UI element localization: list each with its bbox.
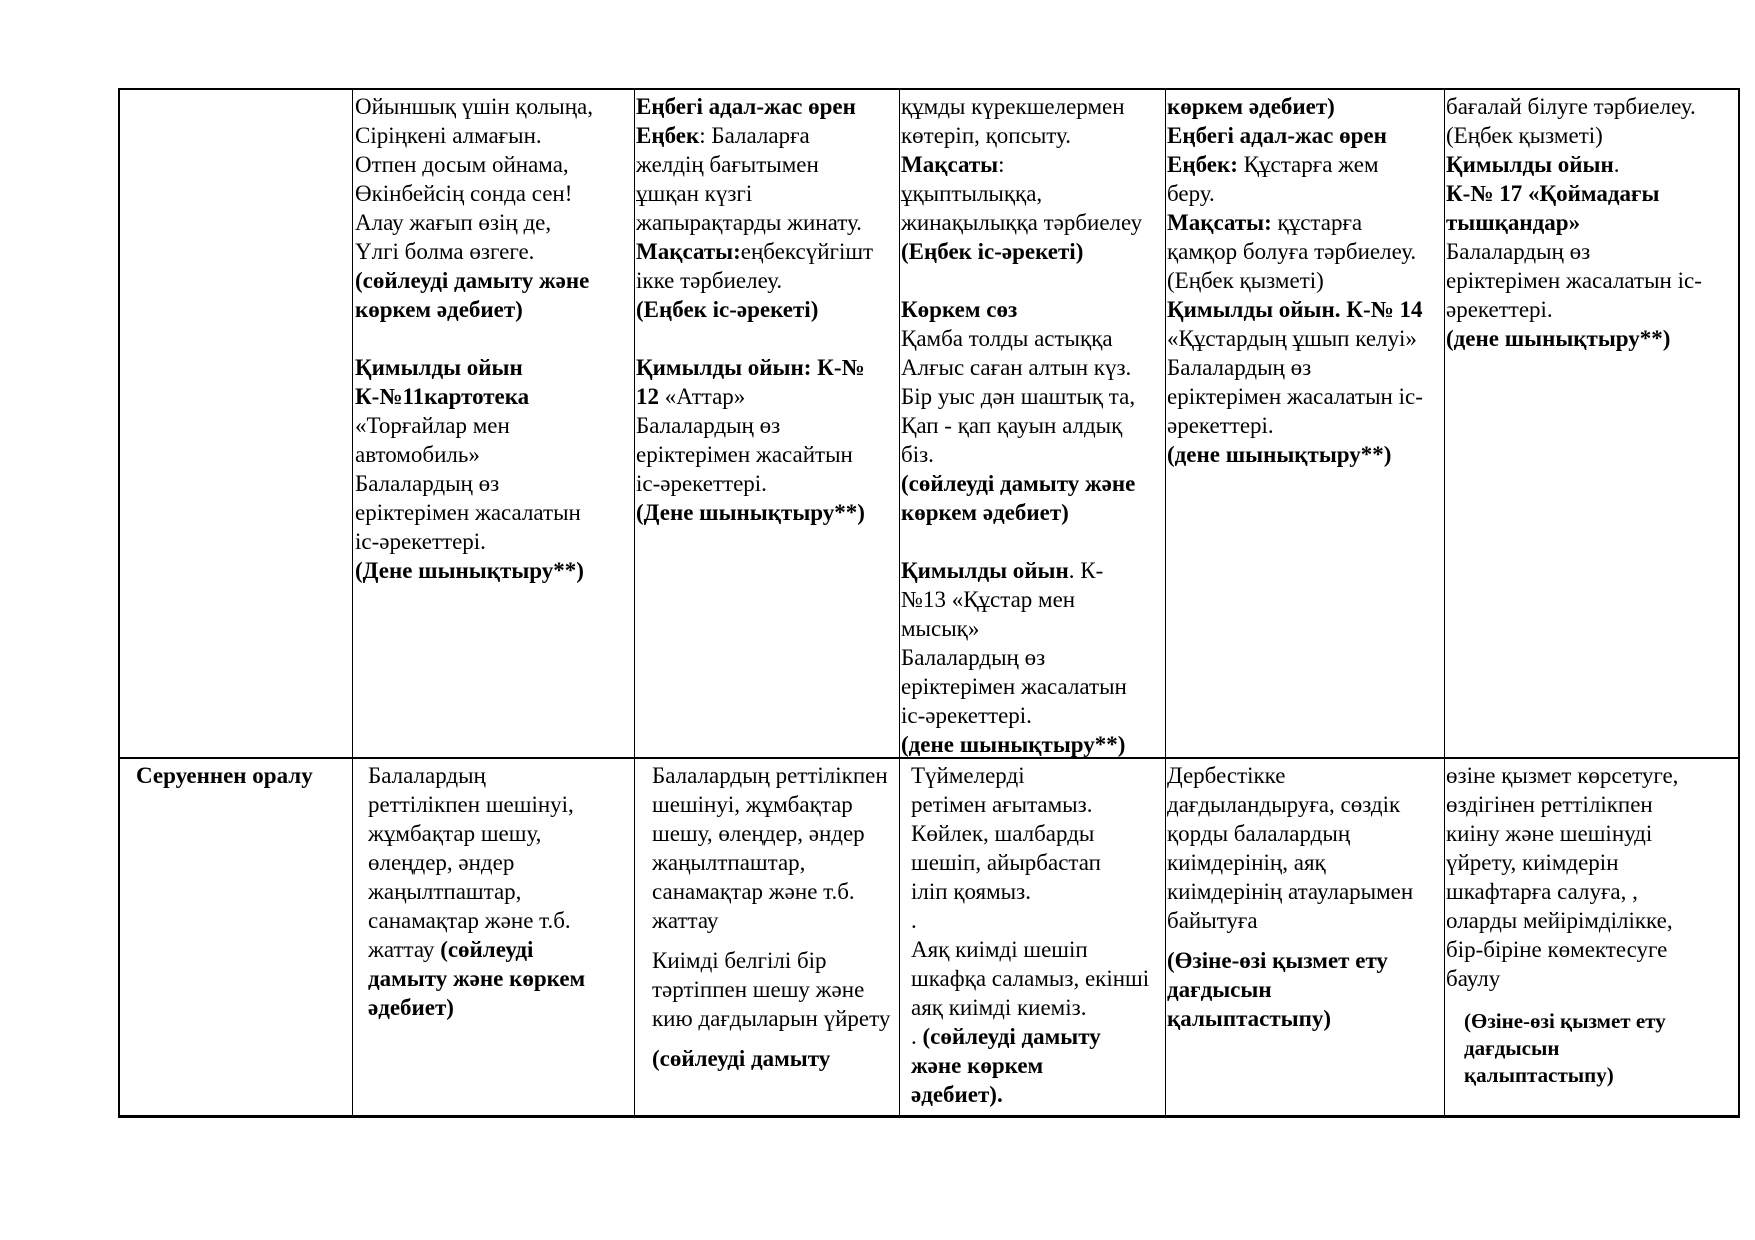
text-line: жаңылтпаштар,	[652, 850, 806, 875]
text-line: дағдысын	[1167, 977, 1272, 1002]
text-line: (Өзіне-өзі қызмет ету	[1167, 948, 1388, 973]
text-line: мысық»	[901, 616, 980, 641]
text-line: Түймелерді	[911, 763, 1025, 788]
text-run: жаттау	[368, 937, 441, 962]
text-line: «Құстардың ұшып келуі»	[1167, 326, 1417, 351]
cell-top-col5	[1446, 92, 1738, 757]
text-line: киіну және шешінуді	[1446, 821, 1653, 846]
text-line: ұшқан күзгі	[636, 181, 753, 206]
text-line: (дене шынықтыру**)	[901, 732, 1126, 757]
text-run: . К-	[1068, 558, 1104, 583]
text-line: киімдерінің, аяқ	[1167, 850, 1326, 875]
bold-run: Еңбек	[636, 123, 700, 148]
spacer	[1167, 935, 1444, 946]
bold-run: Қимылды ойын	[1446, 152, 1614, 177]
column-divider	[899, 88, 900, 1118]
text-line: іс-әрекеттері.	[901, 703, 1032, 728]
text-line: дамыту және көркем	[368, 966, 586, 991]
text-line: жұмбақтар шешу,	[368, 821, 542, 846]
table-border-right	[1738, 88, 1740, 1118]
text-line: дағдыландыруға, сөздік	[1167, 792, 1401, 817]
text-line: шкафтарға салуға, ,	[1446, 879, 1638, 904]
text-line	[901, 556, 1165, 585]
bold-run: Қимылды ойын	[901, 558, 1069, 583]
text-line: өлеңдер, әндер	[368, 850, 515, 875]
text-run: .	[911, 1024, 923, 1049]
cell-bottom-col3	[911, 761, 1165, 1115]
row-header-return-from-walk: Серуеннен оралу	[136, 763, 313, 788]
text-line: Аяқ киімді шешіп	[911, 937, 1088, 962]
text-line: Балалардың реттілікпен	[652, 763, 888, 788]
spacer	[636, 324, 899, 353]
text-line: шкафқа саламыз, екінші	[911, 966, 1150, 991]
text-run: құстарға	[1271, 210, 1363, 235]
bold-run: 12	[636, 384, 659, 409]
text-line: (Еңбек қызметі)	[1446, 123, 1603, 148]
column-divider	[634, 88, 635, 1118]
text-line: Қамба толды астыққа	[901, 326, 1113, 351]
text-line: Қап - қап қауын алдық	[901, 413, 1123, 438]
text-line: көркем әдебиет)	[1167, 94, 1335, 119]
text-line: бір-біріне көмектесуге	[1446, 937, 1668, 962]
text-line: К-№11картотека	[355, 384, 530, 409]
text-line: әрекеттері.	[1167, 413, 1274, 438]
text-line: (сөйлеуді дамыту	[652, 1046, 831, 1071]
text-line	[1167, 208, 1444, 237]
text-line: Киімді белгілі бір	[652, 948, 827, 973]
text-line: жаттау	[652, 908, 719, 933]
cell-bottom-col1	[368, 761, 634, 1115]
bold-run: Мақсаты	[901, 152, 999, 177]
text-line: біз.	[901, 442, 934, 467]
text-line: іс-әрекеттері.	[355, 529, 486, 554]
text-line: Көркем сөз	[901, 297, 1018, 322]
text-line: Бір уыс дән шаштық та,	[901, 384, 1136, 409]
text-line: (Еңбек іс-әрекеті)	[636, 297, 819, 322]
text-line: беру.	[1167, 181, 1215, 206]
text-line: өздігінен реттілікпен	[1446, 792, 1653, 817]
text-run: :	[998, 152, 1005, 177]
text-line: шешіп, айырбастап	[911, 850, 1101, 875]
text-line: ікке тәрбиелеу.	[636, 268, 783, 293]
table-border-bottom	[118, 1115, 1740, 1118]
spacer	[355, 324, 634, 353]
schedule-table	[118, 88, 1740, 1118]
text-line: жинақылыққа тәрбиелеу	[901, 210, 1143, 235]
text-line: құмды күрекшелермен	[901, 94, 1125, 119]
text-line: қамқор болуға тәрбиелеу.	[1167, 239, 1417, 264]
text-line	[911, 1022, 1165, 1051]
text-line: еріктерімен жасалатын	[355, 500, 581, 525]
text-line: еріктерімен жасалатын іс-	[1446, 268, 1702, 293]
text-line: және көркем	[911, 1053, 1044, 1078]
row-divider	[118, 757, 1740, 759]
text-line: бағалай білуге тәрбиелеу.	[1446, 94, 1696, 119]
text-line: әрекеттері.	[1446, 297, 1553, 322]
text-line: жапырақтарды жинату.	[636, 210, 862, 235]
text-line: Отпен досым ойнама,	[355, 152, 569, 177]
cell-bottom-col4	[1167, 761, 1444, 1115]
text-run: .	[1613, 152, 1620, 177]
text-line	[1167, 150, 1444, 179]
bold-run: Мақсаты:	[1167, 210, 1272, 235]
text-line: Балалардың өз	[901, 645, 1046, 670]
text-line: іліп қоямыз.	[911, 879, 1031, 904]
cell-bottom-col2	[652, 761, 899, 1115]
text-line: реттілікпен шешінуі,	[368, 792, 574, 817]
note-line: дағдысын	[1464, 1036, 1560, 1060]
text-line	[636, 237, 899, 266]
text-line: (дене шынықтыру**)	[1446, 326, 1671, 351]
text-line: желдің бағытымен	[636, 152, 819, 177]
text-line: Үлгі болма өзгеге.	[355, 239, 535, 264]
column-divider	[352, 88, 353, 1118]
text-run: : Балаларға	[699, 123, 810, 148]
row-header-empty	[120, 90, 352, 757]
text-run: Құстарға жем	[1237, 152, 1379, 177]
text-line: №13 «Құстар мен	[901, 587, 1076, 612]
text-line: К-№ 17 «Қоймадағы	[1446, 181, 1660, 206]
text-line: «Торғайлар мен	[355, 413, 510, 438]
text-line: санамақтар және т.б.	[368, 908, 571, 933]
text-line	[368, 935, 634, 964]
text-line	[636, 121, 899, 150]
table-border-top	[118, 88, 1740, 90]
text-line: .	[911, 908, 917, 933]
text-line: Қимылды ойын	[355, 355, 523, 380]
text-line: үйрету, киімдерін	[1446, 850, 1619, 875]
text-line: (Дене шынықтыру**)	[636, 500, 865, 525]
bold-run: (сөйлеуді дамыту	[922, 1024, 1101, 1049]
text-line: Еңбегі адал-жас өрен	[636, 94, 856, 119]
text-line: Ойыншық үшін қолыңа,	[355, 94, 593, 119]
text-line: ұқыптылыққа,	[901, 181, 1043, 206]
text-line: Балалардың өз	[1167, 355, 1312, 380]
text-line: Балалардың	[368, 763, 486, 788]
text-line: санамақтар және т.б.	[652, 879, 855, 904]
text-line: (Еңбек іс-әрекеті)	[901, 239, 1084, 264]
text-line: еріктерімен жасайтын	[636, 442, 853, 467]
text-line: өзіне қызмет көрсетуге,	[1446, 763, 1679, 788]
note-line: (Өзіне-өзі қызмет ету	[1464, 1009, 1666, 1033]
note-line: қалыптастыпу)	[1464, 1063, 1614, 1087]
text-line: ретімен ағытамыз.	[911, 792, 1093, 817]
text-line: тәртіппен шешу және	[652, 977, 865, 1002]
cell-bottom-col5	[1446, 761, 1738, 1001]
text-line: көркем әдебиет)	[901, 500, 1069, 525]
text-line: Еңбегі адал-жас өрен	[1167, 123, 1387, 148]
text-run: «Аттар»	[659, 384, 746, 409]
text-line: қалыптастыпу)	[1167, 1006, 1332, 1031]
bold-run: Еңбек:	[1167, 152, 1238, 177]
text-line: кию дағдыларын үйрету	[652, 1006, 891, 1031]
text-line: баулу	[1446, 966, 1501, 991]
text-line: Көйлек, шалбарды	[911, 821, 1095, 846]
text-line: оларды мейірімділікке,	[1446, 908, 1673, 933]
column-divider	[1444, 88, 1445, 1118]
text-run: еңбексүйгішт	[740, 239, 874, 264]
text-line: (Дене шынықтыру**)	[355, 558, 584, 583]
text-line: Балалардың өз	[355, 471, 500, 496]
column-divider	[1165, 88, 1166, 1118]
text-line: көркем әдебиет)	[355, 297, 523, 322]
text-line: (Еңбек қызметі)	[1167, 268, 1324, 293]
text-line: байытуға	[1167, 908, 1258, 933]
text-line: шешінуі, жұмбақтар	[652, 792, 853, 817]
text-line: Балалардың өз	[1446, 239, 1591, 264]
text-line: Қимылды ойын: К-№	[636, 355, 865, 380]
text-line: әдебиет)	[368, 995, 454, 1020]
text-line: Сіріңкені алмағын.	[355, 123, 542, 148]
bold-run: (сөйлеуді	[440, 937, 534, 962]
text-line: Өкінбейсің сонда сен!	[355, 181, 573, 206]
text-line	[901, 150, 1165, 179]
text-line: (сөйлеуді дамыту және	[901, 471, 1136, 496]
cell-top-col4	[1167, 92, 1444, 757]
text-line: еріктерімен жасалатын іс-	[1167, 384, 1423, 409]
text-line: аяқ киімді киеміз.	[911, 995, 1087, 1020]
text-line: жаңылтпаштар,	[368, 879, 522, 904]
text-line	[1446, 150, 1738, 179]
cell-top-col2	[636, 92, 899, 757]
cell-bottom-col5-note	[1464, 1008, 1738, 1108]
text-line: автомобиль»	[355, 442, 480, 467]
text-line: Балалардың өз	[636, 413, 781, 438]
text-line: (дене шынықтыру**)	[1167, 442, 1392, 467]
text-line: Қимылды ойын. К-№ 14	[1167, 297, 1423, 322]
text-line: Дербестікке	[1167, 763, 1286, 788]
text-line: қорды балалардың	[1167, 821, 1351, 846]
text-line: көтеріп, қопсыту.	[901, 123, 1071, 148]
spacer	[901, 527, 1165, 556]
spacer	[652, 935, 899, 946]
text-line: тышқандар»	[1446, 210, 1581, 235]
text-line: Алау жағып өзің де,	[355, 210, 552, 235]
text-line: әдебиет).	[911, 1082, 1003, 1107]
cell-top-col3	[901, 92, 1165, 757]
text-line: (сөйлеуді дамыту және	[355, 268, 590, 293]
text-line: Алғыс саған алтын күз.	[901, 355, 1132, 380]
spacer	[652, 1033, 899, 1044]
text-line: еріктерімен жасалатын	[901, 674, 1127, 699]
text-line: іс-әрекеттері.	[636, 471, 767, 496]
text-line	[636, 382, 899, 411]
bold-run: Мақсаты:	[636, 239, 741, 264]
text-line: шешу, өлеңдер, әндер	[652, 821, 865, 846]
spacer	[901, 266, 1165, 295]
text-line: киімдерінің атауларымен	[1167, 879, 1414, 904]
cell-top-col1	[355, 92, 634, 757]
